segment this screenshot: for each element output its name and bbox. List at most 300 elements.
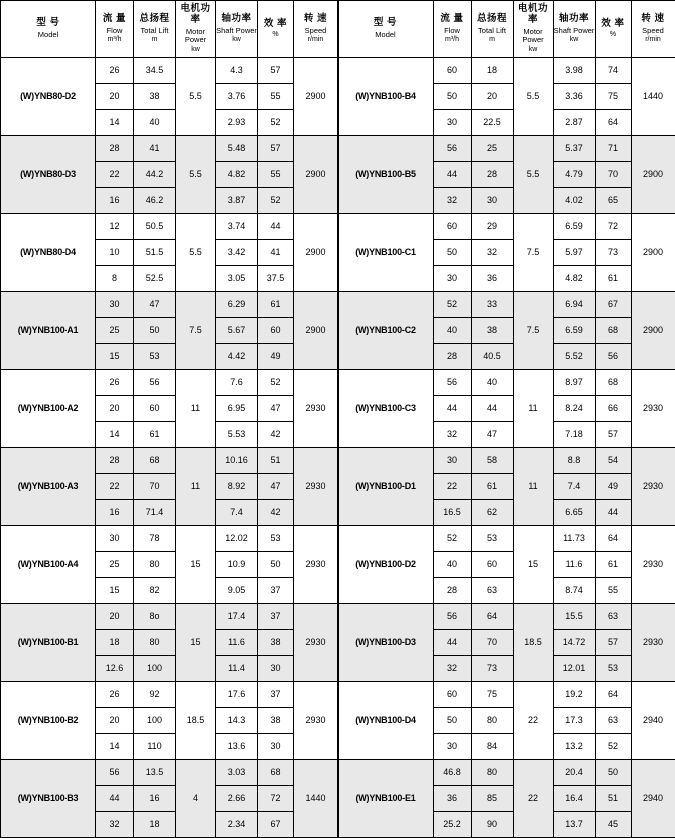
total-lift-value: 36	[471, 266, 513, 292]
efficiency-value: 55	[258, 84, 294, 110]
efficiency-value: 55	[258, 162, 294, 188]
speed-cell: 2940	[631, 760, 675, 838]
flow-value: 52	[433, 292, 471, 318]
table-row	[338, 292, 675, 318]
total-lift-value: 82	[134, 578, 176, 604]
total-lift-value: 63	[471, 578, 513, 604]
total-lift-value: 18	[134, 812, 176, 838]
flow-value: 20	[96, 708, 134, 734]
total-lift-value: 68	[134, 448, 176, 474]
efficiency-value: 64	[595, 682, 631, 708]
total-lift-value: 28	[471, 162, 513, 188]
table-row	[338, 604, 675, 630]
speed-cell: 2900	[294, 58, 338, 136]
efficiency-value: 57	[595, 630, 631, 656]
efficiency-value: 52	[595, 734, 631, 760]
efficiency-value: 61	[258, 292, 294, 318]
efficiency-value: 72	[258, 786, 294, 812]
flow-value: 60	[433, 214, 471, 240]
efficiency-value: 44	[258, 214, 294, 240]
efficiency-value: 37	[258, 604, 294, 630]
efficiency-value: 41	[258, 240, 294, 266]
shaft-power-value: 5.37	[553, 136, 595, 162]
shaft-power-value: 20.4	[553, 760, 595, 786]
total-lift-value: 100	[134, 708, 176, 734]
speed-cell: 1440	[631, 58, 675, 136]
header-total-lift: 总扬程 Total Lift m	[471, 1, 513, 58]
shaft-power-value: 13.6	[216, 734, 258, 760]
shaft-power-value: 3.05	[216, 266, 258, 292]
total-lift-value: 46.2	[134, 188, 176, 214]
table-row	[338, 58, 675, 84]
speed-cell: 2900	[294, 292, 338, 370]
total-lift-value: 22.5	[471, 110, 513, 136]
shaft-power-value: 3.76	[216, 84, 258, 110]
efficiency-value: 47	[258, 396, 294, 422]
flow-value: 56	[433, 136, 471, 162]
efficiency-value: 51	[258, 448, 294, 474]
total-lift-value: 32	[471, 240, 513, 266]
flow-value: 16.5	[433, 500, 471, 526]
flow-value: 20	[96, 396, 134, 422]
efficiency-value: 30	[258, 656, 294, 682]
motor-power-cell: 5.5	[176, 214, 216, 292]
flow-value: 25	[96, 318, 134, 344]
shaft-power-value: 11.6	[216, 630, 258, 656]
total-lift-value: 30	[471, 188, 513, 214]
efficiency-value: 61	[595, 266, 631, 292]
right-table-panel	[338, 0, 675, 833]
speed-cell: 2900	[631, 214, 675, 292]
shaft-power-value: 17.3	[553, 708, 595, 734]
shaft-power-value: 9.05	[216, 578, 258, 604]
efficiency-value: 52	[258, 110, 294, 136]
total-lift-value: 20	[471, 84, 513, 110]
efficiency-value: 70	[595, 162, 631, 188]
flow-value: 60	[433, 682, 471, 708]
motor-power-cell: 5.5	[176, 58, 216, 136]
speed-cell: 2900	[631, 136, 675, 214]
total-lift-value: 53	[134, 344, 176, 370]
total-lift-value: 62	[471, 500, 513, 526]
header-motor-power: 电机功率 Motor Power kw	[176, 1, 216, 58]
efficiency-value: 61	[595, 552, 631, 578]
speed-cell: 1440	[294, 760, 338, 838]
shaft-power-value: 5.52	[553, 344, 595, 370]
header-row	[1, 1, 338, 58]
total-lift-value: 80	[134, 552, 176, 578]
shaft-power-value: 19.2	[553, 682, 595, 708]
header-model: 型 号 Model	[1, 1, 96, 58]
flow-value: 28	[96, 448, 134, 474]
shaft-power-value: 17.4	[216, 604, 258, 630]
pump-model-cell: (W)YNB100-B2	[1, 682, 96, 760]
speed-cell: 2930	[294, 370, 338, 448]
pump-model-cell: (W)YNB100-C3	[338, 370, 433, 448]
efficiency-value: 44	[595, 500, 631, 526]
total-lift-value: 53	[471, 526, 513, 552]
efficiency-value: 52	[258, 370, 294, 396]
motor-power-cell: 11	[176, 370, 216, 448]
pump-model-cell: (W)YNB100-A1	[1, 292, 96, 370]
table-row	[1, 682, 338, 708]
pump-model-cell: (W)YNB100-D1	[338, 448, 433, 526]
shaft-power-value: 13.7	[553, 812, 595, 838]
pump-model-cell: (W)YNB100-D4	[338, 682, 433, 760]
shaft-power-value: 3.87	[216, 188, 258, 214]
shaft-power-value: 4.82	[216, 162, 258, 188]
efficiency-value: 37	[258, 578, 294, 604]
header-efficiency: 效 率 %	[595, 1, 631, 58]
shaft-power-value: 13.2	[553, 734, 595, 760]
efficiency-value: 63	[595, 708, 631, 734]
pump-model-cell: (W)YNB80-D3	[1, 136, 96, 214]
shaft-power-value: 6.65	[553, 500, 595, 526]
shaft-power-value: 4.82	[553, 266, 595, 292]
efficiency-value: 74	[595, 58, 631, 84]
table-row	[1, 370, 338, 396]
total-lift-value: 85	[471, 786, 513, 812]
total-lift-value: 60	[134, 396, 176, 422]
flow-value: 32	[433, 656, 471, 682]
flow-value: 14	[96, 734, 134, 760]
shaft-power-value: 11.4	[216, 656, 258, 682]
flow-value: 25.2	[433, 812, 471, 838]
table-row	[1, 136, 338, 162]
efficiency-value: 57	[258, 136, 294, 162]
flow-value: 32	[96, 812, 134, 838]
shaft-power-value: 7.18	[553, 422, 595, 448]
speed-cell: 2930	[294, 682, 338, 760]
efficiency-value: 56	[595, 344, 631, 370]
efficiency-value: 53	[258, 526, 294, 552]
flow-value: 44	[96, 786, 134, 812]
shaft-power-value: 3.42	[216, 240, 258, 266]
flow-value: 30	[433, 734, 471, 760]
efficiency-value: 66	[595, 396, 631, 422]
total-lift-value: 52.5	[134, 266, 176, 292]
flow-value: 30	[96, 292, 134, 318]
shaft-power-value: 5.53	[216, 422, 258, 448]
motor-power-cell: 7.5	[513, 292, 553, 370]
flow-value: 40	[433, 552, 471, 578]
header-flow: 流 量 Flow m³/h	[433, 1, 471, 58]
shaft-power-value: 4.79	[553, 162, 595, 188]
table-row	[1, 292, 338, 318]
shaft-power-value: 4.3	[216, 58, 258, 84]
flow-value: 18	[96, 630, 134, 656]
pump-model-cell: (W)YNB100-A3	[1, 448, 96, 526]
shaft-power-value: 3.74	[216, 214, 258, 240]
flow-value: 30	[433, 110, 471, 136]
efficiency-value: 42	[258, 422, 294, 448]
total-lift-value: 29	[471, 214, 513, 240]
flow-value: 16	[96, 188, 134, 214]
table-row	[338, 526, 675, 552]
total-lift-value: 70	[134, 474, 176, 500]
flow-value: 56	[433, 370, 471, 396]
speed-cell: 2900	[294, 136, 338, 214]
flow-value: 32	[433, 188, 471, 214]
flow-value: 15	[96, 578, 134, 604]
shaft-power-value: 14.3	[216, 708, 258, 734]
motor-power-cell: 11	[513, 448, 553, 526]
header-model: 型 号 Model	[338, 1, 433, 58]
pump-model-cell: (W)YNB100-B4	[338, 58, 433, 136]
shaft-power-value: 11.73	[553, 526, 595, 552]
motor-power-cell: 7.5	[176, 292, 216, 370]
total-lift-value: 33	[471, 292, 513, 318]
pump-model-cell: (W)YNB100-C1	[338, 214, 433, 292]
total-lift-value: 80	[471, 708, 513, 734]
total-lift-value: 50.5	[134, 214, 176, 240]
speed-cell: 2930	[294, 448, 338, 526]
total-lift-value: 80	[134, 630, 176, 656]
efficiency-value: 64	[595, 110, 631, 136]
total-lift-value: 41	[134, 136, 176, 162]
total-lift-value: 25	[471, 136, 513, 162]
shaft-power-value: 10.16	[216, 448, 258, 474]
motor-power-cell: 15	[176, 526, 216, 604]
flow-value: 22	[96, 162, 134, 188]
efficiency-value: 42	[258, 500, 294, 526]
shaft-power-value: 15.5	[553, 604, 595, 630]
pump-model-cell: (W)YNB100-B5	[338, 136, 433, 214]
total-lift-value: 40.5	[471, 344, 513, 370]
flow-value: 46.8	[433, 760, 471, 786]
flow-value: 15	[96, 344, 134, 370]
shaft-power-value: 12.01	[553, 656, 595, 682]
total-lift-value: 44.2	[134, 162, 176, 188]
pump-model-cell: (W)YNB100-D3	[338, 604, 433, 682]
speed-cell: 2900	[294, 214, 338, 292]
flow-value: 12	[96, 214, 134, 240]
speed-cell: 2930	[631, 526, 675, 604]
total-lift-value: 58	[471, 448, 513, 474]
efficiency-value: 71	[595, 136, 631, 162]
shaft-power-value: 4.42	[216, 344, 258, 370]
flow-value: 26	[96, 58, 134, 84]
shaft-power-value: 6.59	[553, 318, 595, 344]
flow-value: 30	[433, 448, 471, 474]
flow-value: 28	[96, 136, 134, 162]
shaft-power-value: 8.97	[553, 370, 595, 396]
motor-power-cell: 18.5	[513, 604, 553, 682]
flow-value: 14	[96, 110, 134, 136]
shaft-power-value: 2.93	[216, 110, 258, 136]
efficiency-value: 51	[595, 786, 631, 812]
efficiency-value: 38	[258, 630, 294, 656]
speed-cell: 2930	[631, 448, 675, 526]
header-efficiency: 效 率 %	[258, 1, 294, 58]
table-row	[338, 448, 675, 474]
header-shaft-power: 轴功率 Shaft Power kw	[553, 1, 595, 58]
flow-value: 44	[433, 162, 471, 188]
flow-value: 26	[96, 682, 134, 708]
table-row	[1, 214, 338, 240]
table-body-right	[338, 58, 675, 838]
shaft-power-value: 10.9	[216, 552, 258, 578]
total-lift-value: 40	[134, 110, 176, 136]
total-lift-value: 16	[134, 786, 176, 812]
efficiency-value: 37	[258, 682, 294, 708]
efficiency-value: 55	[595, 578, 631, 604]
total-lift-value: 70	[471, 630, 513, 656]
efficiency-value: 68	[595, 370, 631, 396]
efficiency-value: 54	[595, 448, 631, 474]
pump-model-cell: (W)YNB100-A4	[1, 526, 96, 604]
flow-value: 50	[433, 240, 471, 266]
efficiency-value: 73	[595, 240, 631, 266]
pump-model-cell: (W)YNB100-C2	[338, 292, 433, 370]
total-lift-value: 64	[471, 604, 513, 630]
speed-cell: 2930	[631, 370, 675, 448]
total-lift-value: 73	[471, 656, 513, 682]
shaft-power-value: 3.98	[553, 58, 595, 84]
efficiency-value: 72	[595, 214, 631, 240]
total-lift-value: 34.5	[134, 58, 176, 84]
motor-power-cell: 11	[176, 448, 216, 526]
table-row	[1, 448, 338, 474]
total-lift-value: 60	[471, 552, 513, 578]
table-row	[338, 760, 675, 786]
shaft-power-value: 2.34	[216, 812, 258, 838]
total-lift-value: 75	[471, 682, 513, 708]
total-lift-value: 8o	[134, 604, 176, 630]
table-row	[1, 760, 338, 786]
table-row	[1, 526, 338, 552]
table-row	[1, 58, 338, 84]
efficiency-value: 50	[595, 760, 631, 786]
header-flow: 流 量 Flow m³/h	[96, 1, 134, 58]
flow-value: 32	[433, 422, 471, 448]
total-lift-value: 61	[134, 422, 176, 448]
header-total-lift: 总扬程 Total Lift m	[134, 1, 176, 58]
shaft-power-value: 7.4	[553, 474, 595, 500]
efficiency-value: 49	[258, 344, 294, 370]
flow-value: 56	[433, 604, 471, 630]
shaft-power-value: 11.6	[553, 552, 595, 578]
total-lift-value: 90	[471, 812, 513, 838]
flow-value: 26	[96, 370, 134, 396]
flow-value: 36	[433, 786, 471, 812]
efficiency-value: 38	[258, 708, 294, 734]
efficiency-value: 68	[595, 318, 631, 344]
total-lift-value: 47	[471, 422, 513, 448]
flow-value: 44	[433, 396, 471, 422]
flow-value: 20	[96, 84, 134, 110]
shaft-power-value: 4.02	[553, 188, 595, 214]
speed-cell: 2940	[631, 682, 675, 760]
shaft-power-value: 14.72	[553, 630, 595, 656]
table-row	[338, 370, 675, 396]
motor-power-cell: 22	[513, 682, 553, 760]
motor-power-cell: 15	[176, 604, 216, 682]
shaft-power-value: 5.48	[216, 136, 258, 162]
shaft-power-value: 3.03	[216, 760, 258, 786]
flow-value: 10	[96, 240, 134, 266]
total-lift-value: 80	[471, 760, 513, 786]
shaft-power-value: 8.74	[553, 578, 595, 604]
shaft-power-value: 6.29	[216, 292, 258, 318]
shaft-power-value: 2.66	[216, 786, 258, 812]
total-lift-value: 92	[134, 682, 176, 708]
motor-power-cell: 5.5	[513, 58, 553, 136]
flow-value: 12.6	[96, 656, 134, 682]
motor-power-cell: 4	[176, 760, 216, 838]
table-body-left	[1, 58, 338, 838]
table-header-right	[338, 1, 675, 58]
shaft-power-value: 6.94	[553, 292, 595, 318]
total-lift-value: 40	[471, 370, 513, 396]
shaft-power-value: 8.92	[216, 474, 258, 500]
flow-value: 22	[96, 474, 134, 500]
header-row	[338, 1, 675, 58]
efficiency-value: 37.5	[258, 266, 294, 292]
flow-value: 50	[433, 708, 471, 734]
shaft-power-value: 2.87	[553, 110, 595, 136]
shaft-power-value: 6.59	[553, 214, 595, 240]
total-lift-value: 47	[134, 292, 176, 318]
pump-model-cell: (W)YNB80-D4	[1, 214, 96, 292]
total-lift-value: 44	[471, 396, 513, 422]
flow-value: 50	[433, 84, 471, 110]
efficiency-value: 53	[595, 656, 631, 682]
efficiency-value: 60	[258, 318, 294, 344]
motor-power-cell: 5.5	[513, 136, 553, 214]
total-lift-value: 61	[471, 474, 513, 500]
efficiency-value: 30	[258, 734, 294, 760]
shaft-power-value: 5.67	[216, 318, 258, 344]
pump-model-cell: (W)YNB100-A2	[1, 370, 96, 448]
table-row	[338, 682, 675, 708]
efficiency-value: 52	[258, 188, 294, 214]
shaft-power-value: 12.02	[216, 526, 258, 552]
header-motor-power: 电机功率 Motor Power kw	[513, 1, 553, 58]
total-lift-value: 18	[471, 58, 513, 84]
efficiency-value: 50	[258, 552, 294, 578]
flow-value: 52	[433, 526, 471, 552]
motor-power-cell: 15	[513, 526, 553, 604]
total-lift-value: 71.4	[134, 500, 176, 526]
efficiency-value: 45	[595, 812, 631, 838]
table-row	[1, 604, 338, 630]
total-lift-value: 13.5	[134, 760, 176, 786]
flow-value: 40	[433, 318, 471, 344]
total-lift-value: 100	[134, 656, 176, 682]
shaft-power-value: 6.95	[216, 396, 258, 422]
flow-value: 30	[433, 266, 471, 292]
flow-value: 56	[96, 760, 134, 786]
speed-cell: 2930	[294, 604, 338, 682]
motor-power-cell: 11	[513, 370, 553, 448]
table-row	[338, 214, 675, 240]
efficiency-value: 67	[595, 292, 631, 318]
shaft-power-value: 7.6	[216, 370, 258, 396]
efficiency-value: 57	[258, 58, 294, 84]
efficiency-value: 63	[595, 604, 631, 630]
flow-value: 28	[433, 578, 471, 604]
pump-spec-table-right	[338, 0, 675, 838]
pump-model-cell: (W)YNB100-E1	[338, 760, 433, 838]
motor-power-cell: 7.5	[513, 214, 553, 292]
table-header-left	[1, 1, 338, 58]
efficiency-value: 47	[258, 474, 294, 500]
flow-value: 14	[96, 422, 134, 448]
shaft-power-value: 7.4	[216, 500, 258, 526]
flow-value: 60	[433, 58, 471, 84]
pump-model-cell: (W)YNB100-B1	[1, 604, 96, 682]
